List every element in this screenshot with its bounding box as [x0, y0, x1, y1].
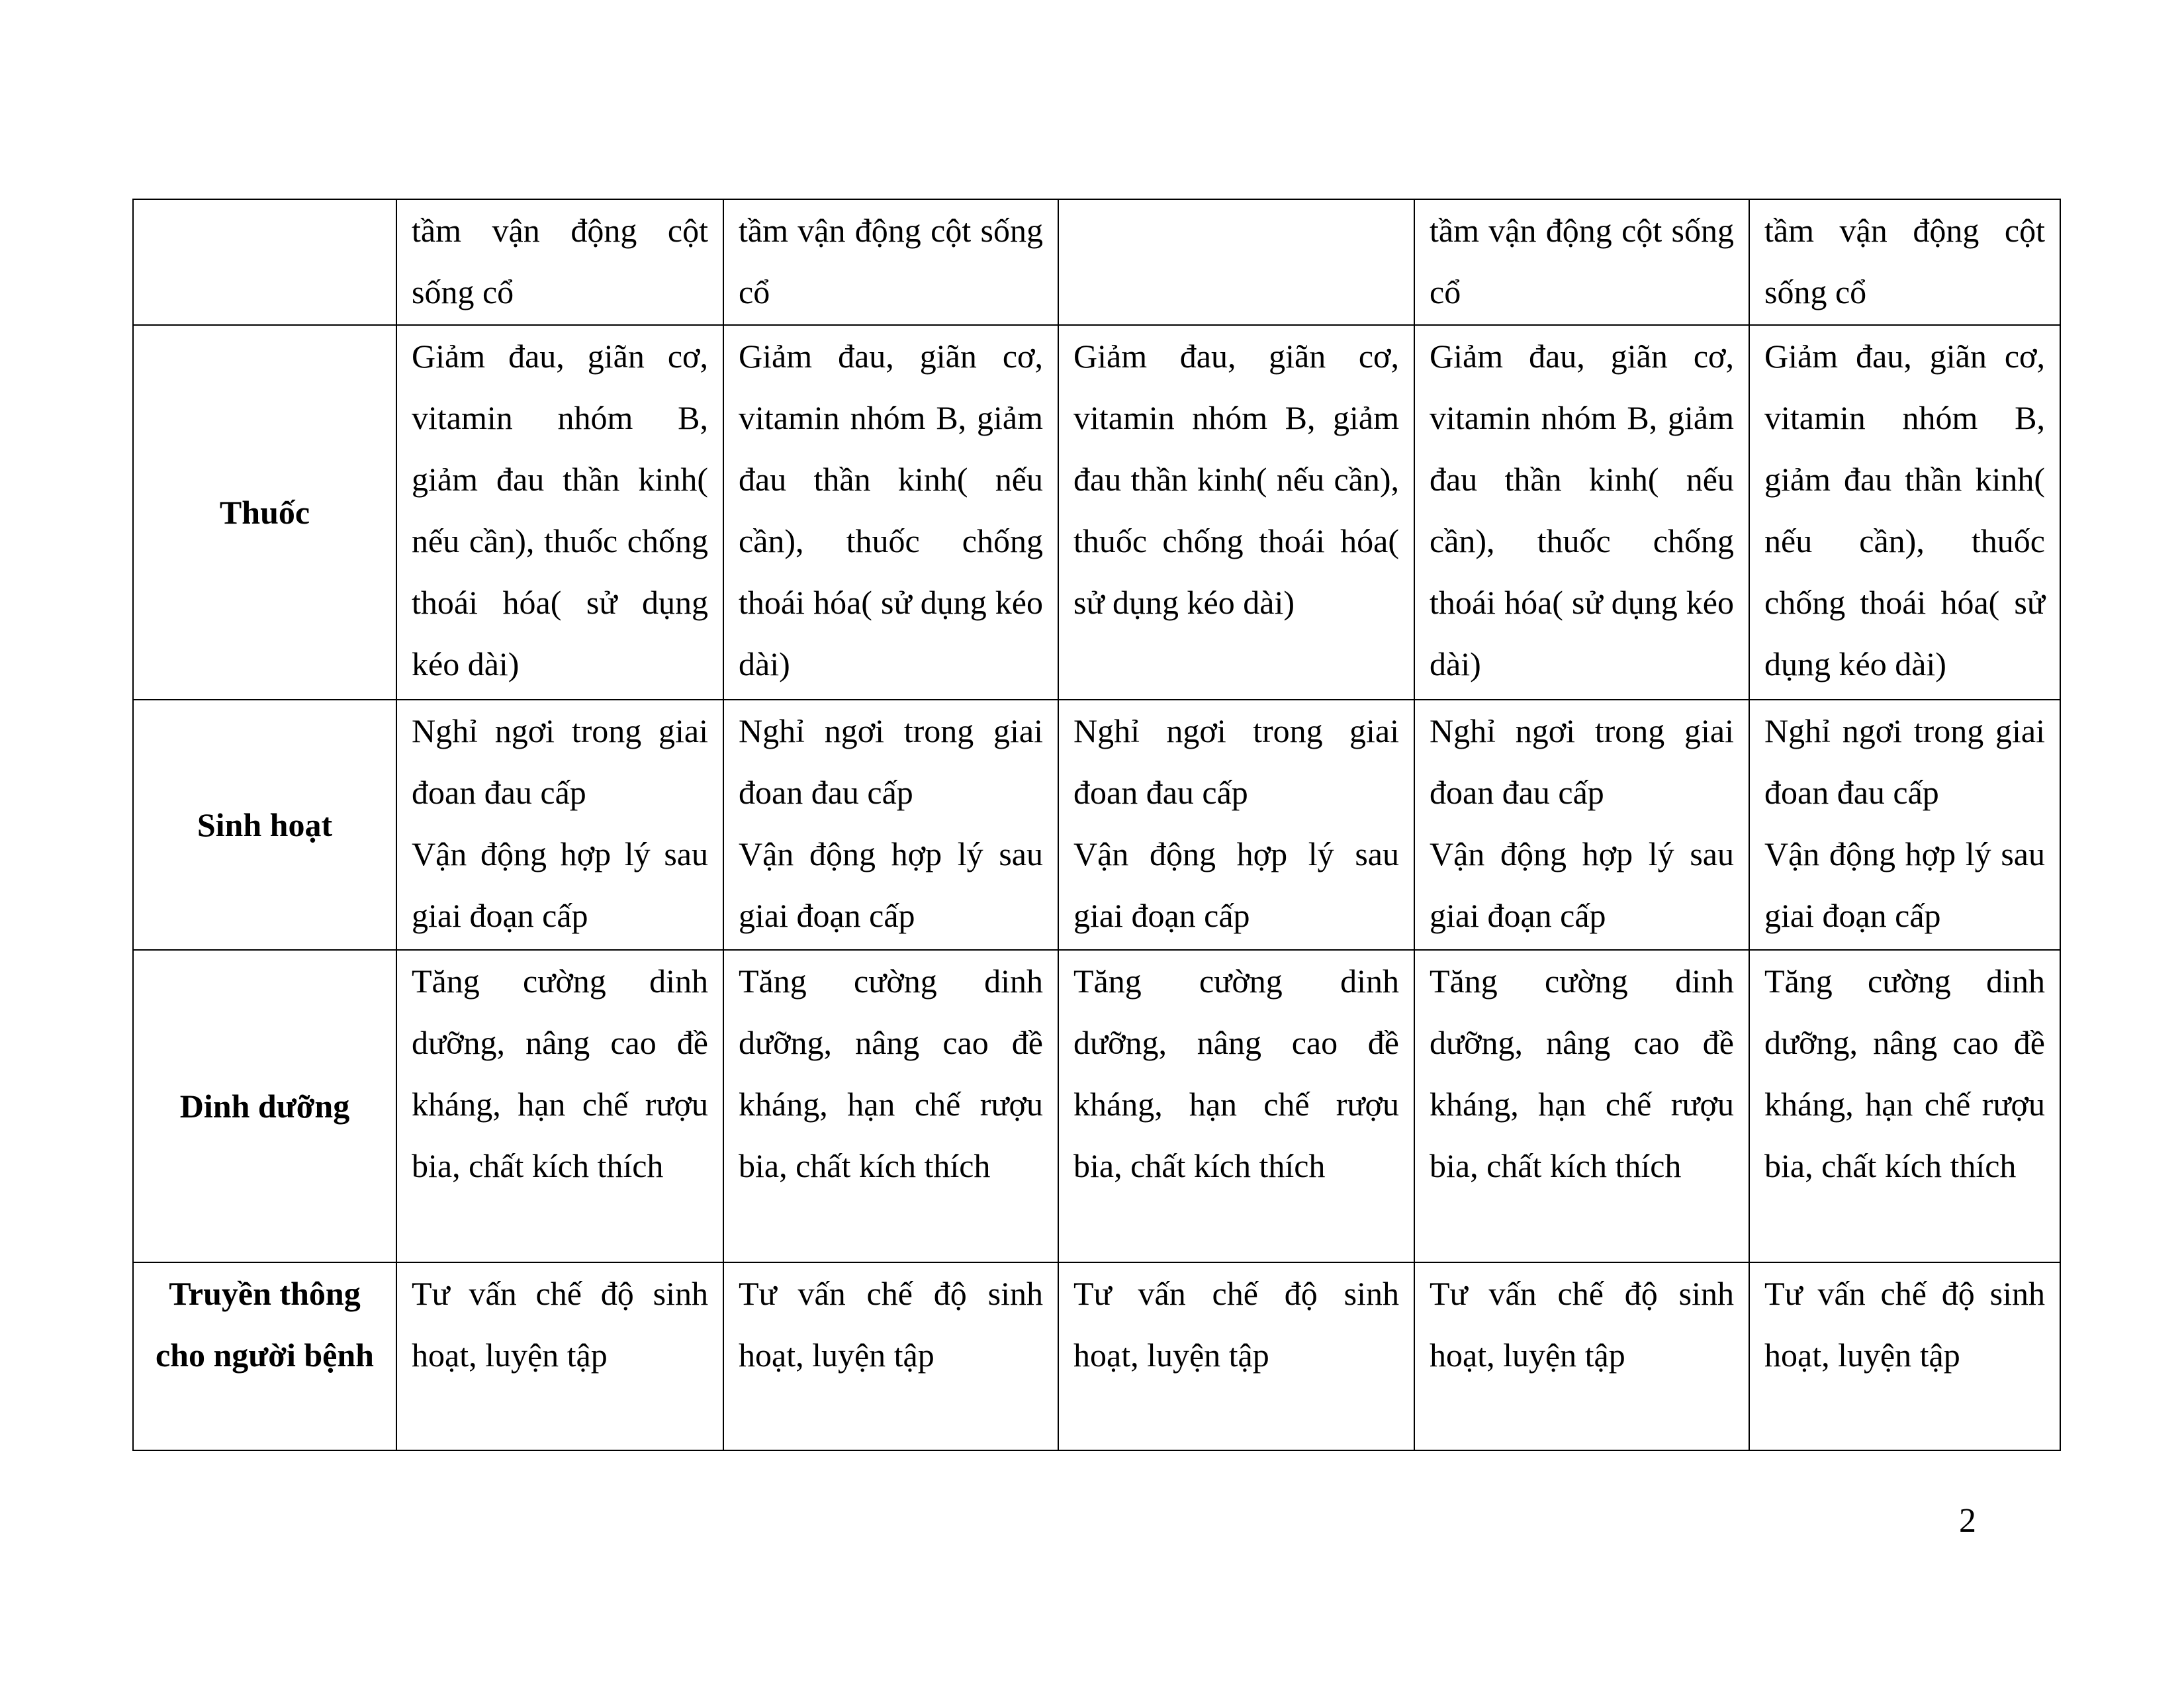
cell-text: Vận động hợp lý sau giai đoạn cấp: [739, 835, 1043, 934]
cell-text: Vận động hợp lý sau giai đoạn cấp: [1764, 835, 2045, 934]
cell-text: Giảm đau, giãn cơ, vitamin nhóm B, giảm đau thần kinh( nếu cần), thuốc chống thoái hóa( sử dụng kéo dài): [739, 338, 1043, 682]
cell-text: Nghỉ ngơi trong giai đoan đau cấp: [1764, 712, 2045, 811]
table-cell: [396, 1262, 723, 1450]
cell-text: Nghỉ ngơi trong giai đoan đau cấp: [412, 712, 708, 811]
cell-text: Giảm đau, giãn cơ, vitamin nhóm B, giảm đau thần kinh( nếu cần), thuốc chống thoái hóa( sử dụng kéo dài): [1764, 338, 2045, 682]
cell-text: Nghỉ ngơi trong giai đoan đau cấp: [1430, 712, 1734, 811]
table-cell: [1749, 1262, 2060, 1450]
table-row-thuoc: [133, 325, 2060, 700]
row-header: Thuốc: [133, 325, 396, 700]
table-cell: [1414, 950, 1749, 1262]
table-cell: [1749, 950, 2060, 1262]
cell-text: Tư vấn chế độ sinh hoạt, luyện tập: [412, 1275, 708, 1374]
row-header: Sinh hoạt: [133, 700, 396, 950]
table-cell: [1414, 325, 1749, 700]
cell-text: Tư vấn chế độ sinh hoạt, luyện tập: [1764, 1275, 2045, 1374]
table-cell: [723, 700, 1058, 950]
table-cell: [723, 199, 1058, 325]
cell-text: Tăng cường dinh dưỡng, nâng cao đề kháng, hạn chế rượu bia, chất kích thích: [1073, 962, 1399, 1184]
table-cell: [1058, 950, 1414, 1262]
table-row-sinh-hoat: [133, 700, 2060, 950]
cell-text: Giảm đau, giãn cơ, vitamin nhóm B, giảm đau thần kinh( nếu cần), thuốc chống thoái hóa( sử dụng kéo dài): [412, 338, 708, 682]
table-cell: [1414, 199, 1749, 325]
table-cell: [723, 950, 1058, 1262]
cell-text: Nghỉ ngơi trong giai đoan đau cấp: [1073, 712, 1399, 811]
cell-text: Giảm đau, giãn cơ, vitamin nhóm B, giảm đau thần kinh( nếu cần), thuốc chống thoái hóa( sử dụng kéo dài): [1073, 338, 1399, 621]
table-cell: [1058, 325, 1414, 700]
row-header: Dinh dưỡng: [133, 950, 396, 1262]
cell-text: Tư vấn chế độ sinh hoạt, luyện tập: [1430, 1275, 1734, 1374]
table-cell: [1749, 199, 2060, 325]
cell-text: Tư vấn chế độ sinh hoạt, luyện tập: [1073, 1275, 1399, 1374]
row-header: Truyền thông cho người bệnh: [133, 1262, 396, 1450]
table-cell: [396, 199, 723, 325]
table-cell: [1058, 700, 1414, 950]
cell-text: Tư vấn chế độ sinh hoạt, luyện tập: [739, 1275, 1043, 1374]
cell-text: tầm vận động cột sống cổ: [412, 212, 708, 310]
treatment-table: [132, 199, 2061, 1451]
table-cell: [396, 700, 723, 950]
cell-text: Vận động hợp lý sau giai đoạn cấp: [412, 835, 708, 934]
table-cell: [1058, 199, 1414, 325]
table-cell: [723, 1262, 1058, 1450]
table-row-truyen-thong: [133, 1262, 2060, 1450]
cell-text: Tăng cường dinh dưỡng, nâng cao đề kháng, hạn chế rượu bia, chất kích thích: [1764, 962, 2045, 1184]
cell-text: Nghỉ ngơi trong giai đoan đau cấp: [739, 712, 1043, 811]
page-number: 2: [1959, 1502, 1976, 1540]
cell-text: Tăng cường dinh dưỡng, nâng cao đề kháng, hạn chế rượu bia, chất kích thích: [412, 962, 708, 1184]
table-cell: [1749, 700, 2060, 950]
table-cell: [1058, 1262, 1414, 1450]
cell-text: Tăng cường dinh dưỡng, nâng cao đề kháng, hạn chế rượu bia, chất kích thích: [1430, 962, 1734, 1184]
table-row-dinh-duong: [133, 950, 2060, 1262]
table-cell: [396, 325, 723, 700]
row-header: [133, 199, 396, 325]
table-cell: [1414, 700, 1749, 950]
table-cell: [723, 325, 1058, 700]
table-cell: [1414, 1262, 1749, 1450]
cell-text: Tăng cường dinh dưỡng, nâng cao đề kháng, hạn chế rượu bia, chất kích thích: [739, 962, 1043, 1184]
table-cell: [1749, 325, 2060, 700]
cell-text: tầm vận động cột sống cổ: [1764, 212, 2045, 310]
cell-text: Giảm đau, giãn cơ, vitamin nhóm B, giảm đau thần kinh( nếu cần), thuốc chống thoái hóa( sử dụng kéo dài): [1430, 338, 1734, 682]
table-cell: [396, 950, 723, 1262]
cell-text: tầm vận động cột sống cổ: [1430, 212, 1734, 310]
cell-text: Vận động hợp lý sau giai đoạn cấp: [1430, 835, 1734, 934]
table-row-continuation: [133, 199, 2060, 325]
cell-text: tầm vận động cột sống cổ: [739, 212, 1043, 310]
cell-text: Vận động hợp lý sau giai đoạn cấp: [1073, 835, 1399, 934]
